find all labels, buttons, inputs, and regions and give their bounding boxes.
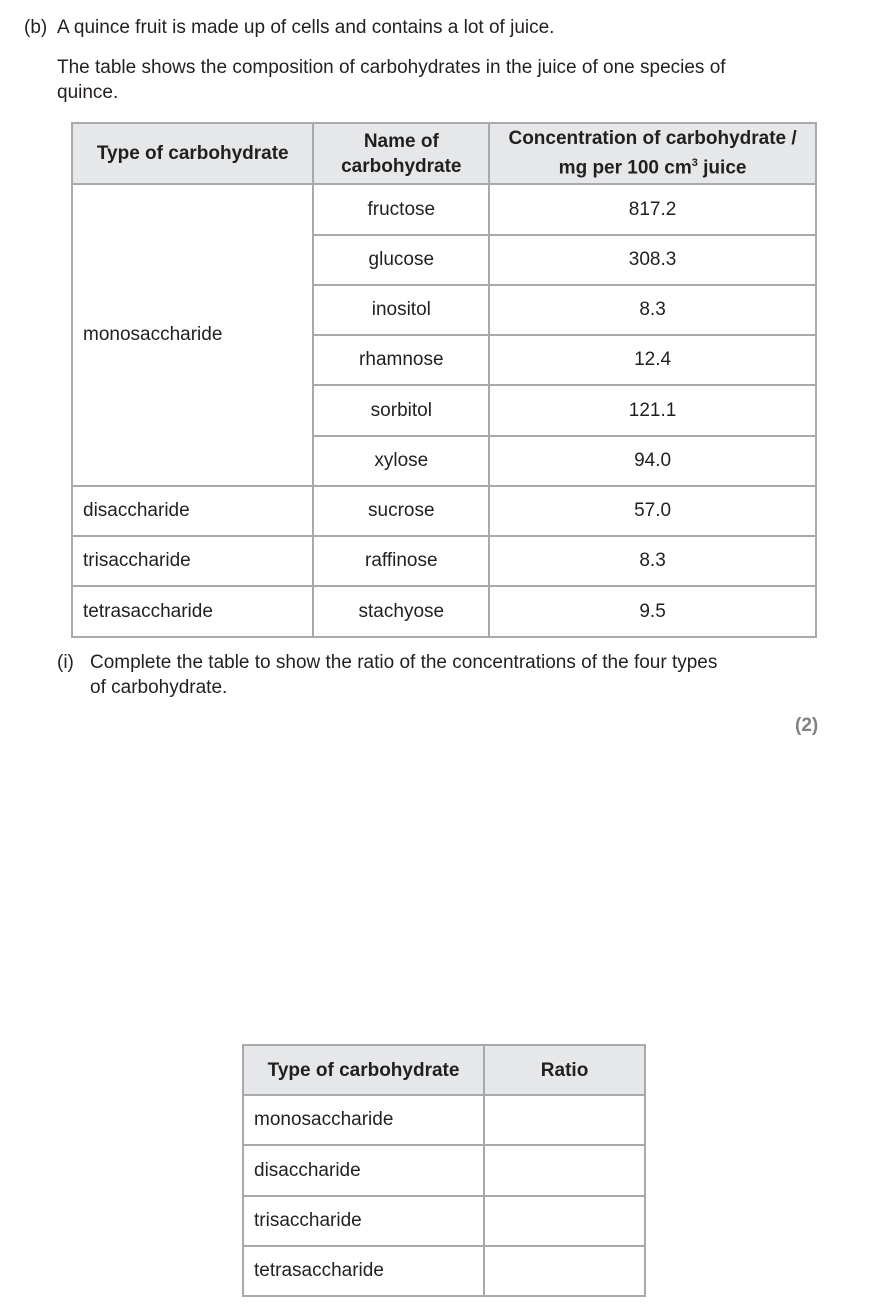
ratio-answer-cell[interactable] — [484, 1196, 645, 1246]
ratio-row-type: trisaccharide — [243, 1196, 484, 1246]
ratio-header-ratio: Ratio — [484, 1045, 645, 1095]
header-name: Name of carbohydrate — [313, 123, 489, 184]
header-type: Type of carbohydrate — [72, 123, 313, 184]
carb-value: 8.3 — [489, 285, 816, 335]
carb-value: 817.2 — [489, 184, 816, 235]
ratio-answer-cell[interactable] — [484, 1246, 645, 1296]
carb-value: 308.3 — [489, 235, 816, 285]
group-trisaccharide: trisaccharide — [72, 536, 313, 586]
carb-value: 9.5 — [489, 586, 816, 637]
carb-value: 57.0 — [489, 486, 816, 536]
carb-name: sorbitol — [313, 385, 489, 436]
marks-label: (2) — [795, 715, 819, 736]
carb-name: stachyose — [313, 586, 489, 637]
carb-value: 8.3 — [489, 536, 816, 586]
group-monosaccharide: monosaccharide — [72, 184, 313, 486]
question-text-line2: of carbohydrate. — [90, 677, 228, 698]
composition-table — [71, 122, 817, 638]
header-concentration: Concentration of carbohydrate / mg per 100 $cm^3$ juice — [489, 123, 816, 184]
table-intro-line1: The table shows the composition of carbohydrates in the juice of one species of — [57, 57, 726, 78]
question-label: (i) — [57, 652, 74, 673]
table-intro-line2: quince. — [57, 82, 119, 103]
carb-name: sucrose — [313, 486, 489, 536]
carb-name: rhamnose — [313, 335, 489, 385]
carb-value: 121.1 — [489, 385, 816, 436]
ratio-header-type: Type of carbohydrate — [243, 1045, 484, 1095]
carb-name: glucose — [313, 235, 489, 285]
ratio-answer-cell[interactable] — [484, 1095, 645, 1145]
ratio-row-type: monosaccharide — [243, 1095, 484, 1145]
carb-name: inositol — [313, 285, 489, 335]
carb-name: raffinose — [313, 536, 489, 586]
part-intro: A quince fruit is made up of cells and contains a lot of juice. — [57, 17, 555, 38]
carb-value: 12.4 — [489, 335, 816, 385]
part-label: (b) — [24, 17, 48, 38]
ratio-answer-cell[interactable] — [484, 1145, 645, 1196]
carb-value: 94.0 — [489, 436, 816, 486]
ratio-table — [242, 1044, 646, 1297]
ratio-row-type: disaccharide — [243, 1145, 484, 1196]
group-tetrasaccharide: tetrasaccharide — [72, 586, 313, 637]
ratio-row-type: tetrasaccharide — [243, 1246, 484, 1296]
question-text-line1: Complete the table to show the ratio of the concentrations of the four types — [90, 652, 718, 673]
group-disaccharide: disaccharide — [72, 486, 313, 536]
carb-name: xylose — [313, 436, 489, 486]
carb-name: fructose — [313, 184, 489, 235]
